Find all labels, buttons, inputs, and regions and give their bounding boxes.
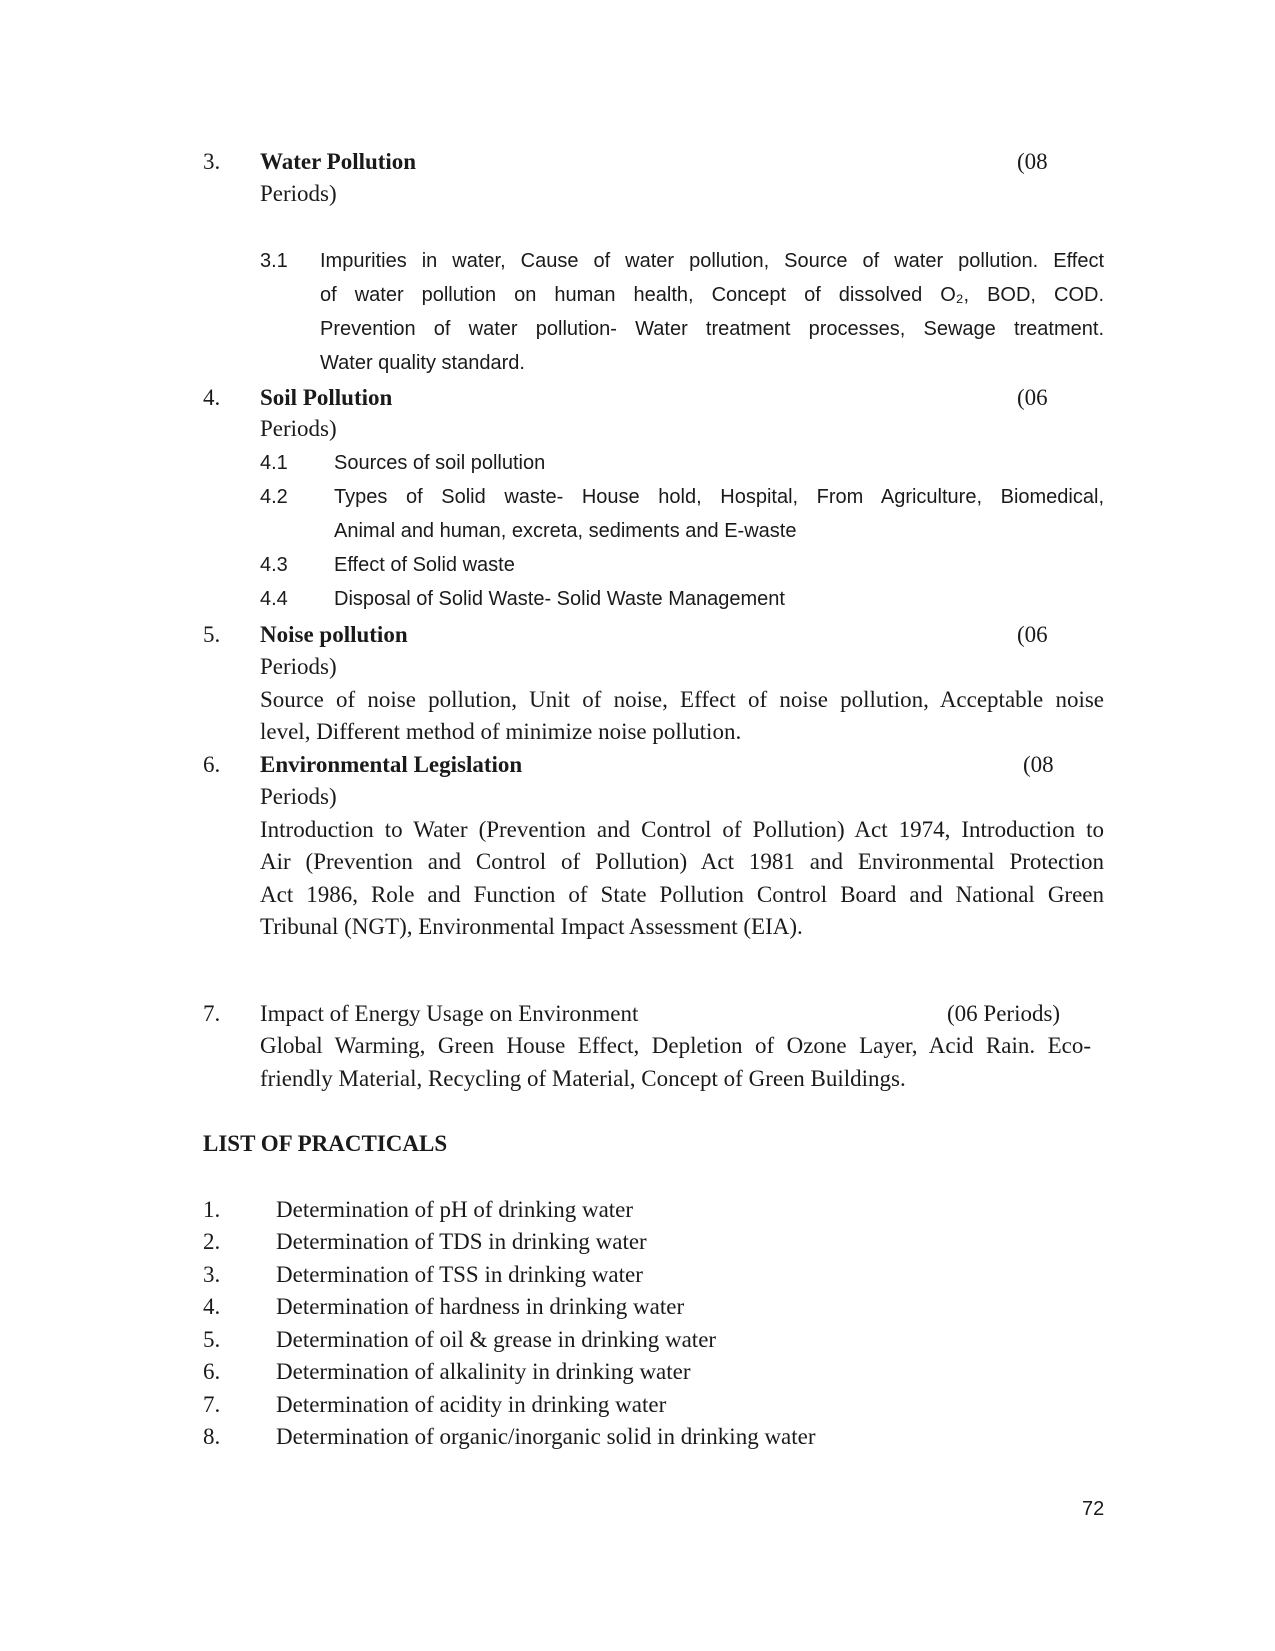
subitem-number: 4.3 [260,554,288,576]
section-periods-close: Periods) [260,181,337,206]
section-number: 6. [203,752,221,777]
section-periods-close: Periods) [260,416,337,441]
subitem-line: Prevention of water pollution- Water treatment processes, Sewage treatment. [320,318,1104,340]
section-periods: (06 Periods) [947,1001,1061,1026]
section-number: 7. [203,1001,221,1026]
subitem-line: Animal and human, excreta, sediments and E-waste [334,520,797,542]
section-periods: (06 [1017,385,1048,410]
subitem-line: Sources of soil pollution [334,452,546,474]
section-body-line: Introduction to Water (Prevention and Control of Pollution) Act 1974, Introduction to [260,817,1104,842]
practical-number: 5. [203,1327,221,1352]
practical-text: Determination of oil & grease in drinking water [276,1327,717,1352]
section-number: 4. [203,385,221,410]
section-periods: (08 [1017,149,1048,174]
section-body-line: Source of noise pollution, Unit of noise, Effect of noise pollution, Acceptable noise [260,687,1104,712]
subitem-line: Disposal of Solid Waste- Solid Waste Management [334,588,785,610]
practical-text: Determination of organic/inorganic solid in drinking water [276,1424,816,1449]
subitem-line: Impurities in water, Cause of water pollution, Source of water pollution. Effect [320,250,1104,272]
section-title: Impact of Energy Usage on Environment [260,1001,639,1026]
subitem-number: 3.1 [260,250,288,272]
subitem-number: 4.2 [260,486,288,508]
section-title: Soil Pollution [260,385,393,410]
practical-text: Determination of hardness in drinking water [276,1294,685,1319]
section-periods: (06 [1017,622,1048,647]
practical-number: 3. [203,1262,221,1287]
section-periods-close: Periods) [260,784,337,809]
section-body-line: level, Different method of minimize noise pollution. [260,719,742,744]
section-body-line: friendly Material, Recycling of Material, Concept of Green Buildings. [260,1066,906,1091]
section-body-line: Act 1986, Role and Function of State Pollution Control Board and National Green [260,882,1104,907]
practical-number: 2. [203,1229,221,1254]
practical-number: 4. [203,1294,221,1319]
section-body-line: Air (Prevention and Control of Pollution) Act 1981 and Environmental Protection [260,849,1104,874]
section-number: 3. [203,149,221,174]
practical-text: Determination of acidity in drinking water [276,1392,667,1417]
section-body-line: Global Warming, Green House Effect, Depletion of Ozone Layer, Acid Rain. Eco- [260,1033,1091,1058]
practical-text: Determination of TDS in drinking water [276,1229,647,1254]
section-body-line: Tribunal (NGT), Environmental Impact Assessment (EIA). [260,914,803,939]
subitem-line: Effect of Solid waste [334,554,515,576]
subitem-number: 4.1 [260,452,288,474]
page-number: 72 [1082,1498,1105,1520]
section-number: 5. [203,622,221,647]
section-title: Water Pollution [260,149,417,174]
subitem-line: Types of Solid waste- House hold, Hospital, From Agriculture, Biomedical, [334,486,1104,508]
section-title: Noise pollution [260,622,408,647]
subitem-line: Water quality standard. [320,352,525,374]
practical-number: 1. [203,1197,221,1222]
subitem-line: of water pollution on human health, Concept of dissolved O₂, BOD, COD. [320,284,1104,306]
section-periods: (08 [1023,752,1054,777]
practical-number: 6. [203,1359,221,1384]
section-title: Environmental Legislation [260,752,523,777]
practical-number: 7. [203,1392,221,1417]
practical-text: Determination of TSS in drinking water [276,1262,643,1287]
section-periods-close: Periods) [260,654,337,679]
practical-number: 8. [203,1424,221,1449]
subitem-number: 4.4 [260,588,288,610]
practical-text: Determination of alkalinity in drinking water [276,1359,691,1384]
practicals-heading: LIST OF PRACTICALS [203,1131,448,1156]
practical-text: Determination of pH of drinking water [276,1197,634,1222]
